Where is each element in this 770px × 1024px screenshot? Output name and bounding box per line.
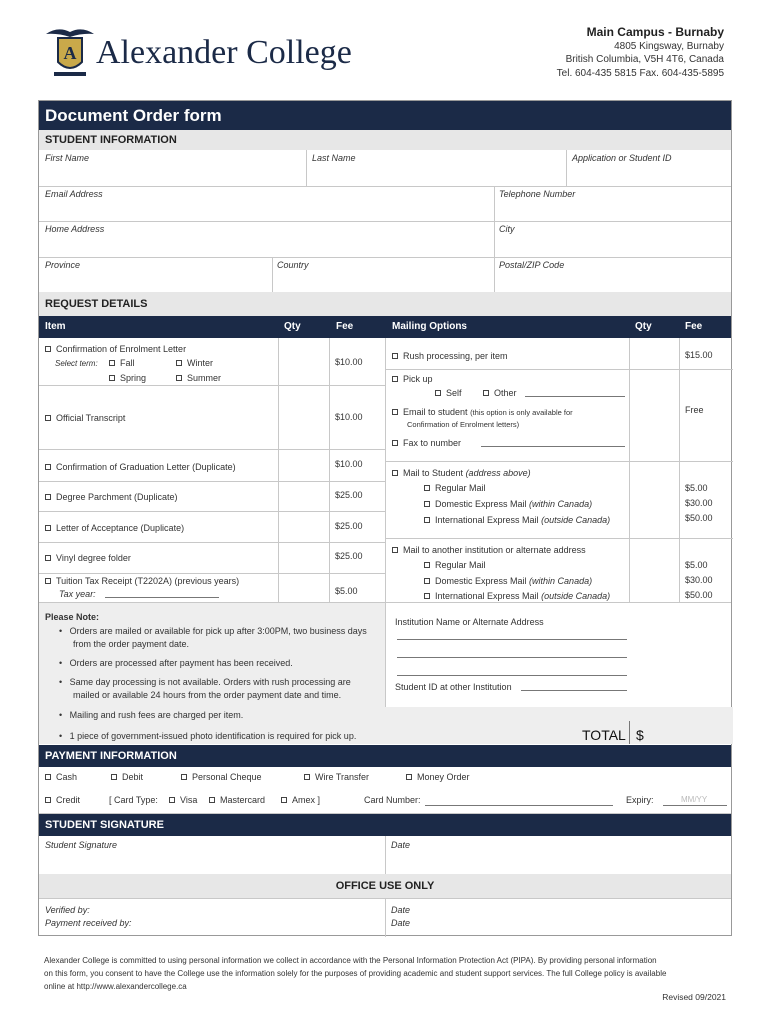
phone-line: Tel. 604-435 5815 Fax. 604-435-5895 <box>556 67 724 79</box>
option-note: (within Canada) <box>529 499 593 509</box>
option-label: Mail to Student <box>403 468 464 478</box>
campus-title: Main Campus - Burnaby <box>586 25 724 39</box>
option-label: Personal Cheque <box>192 772 262 782</box>
term-winter[interactable] <box>176 358 213 368</box>
option-label: Mastercard <box>220 795 266 805</box>
option-label: Domestic Express Mail <box>435 576 527 586</box>
fee: $50.00 <box>685 513 713 523</box>
request-heading: REQUEST DETAILS <box>39 292 731 316</box>
tax-year-label: Tax year: <box>59 589 96 599</box>
card-type-label: [ Card Type: <box>109 795 158 805</box>
logo-text: Alexander College <box>96 34 352 71</box>
date-label: Date <box>391 918 411 928</box>
app-id-label: Application or Student ID <box>572 153 672 163</box>
note-bullet: • Orders are mailed or available for pick up after 3:00PM, two business days <box>59 626 367 636</box>
signature-label: Student Signature <box>45 840 118 850</box>
card-visa[interactable] <box>169 795 197 805</box>
note-bullet: • 1 piece of government-issued photo identification is required for pick up. <box>59 731 357 741</box>
first-name-label: First Name <box>45 153 90 163</box>
regular-mail-2[interactable] <box>424 560 486 570</box>
verified-label: Verified by: <box>45 905 90 915</box>
note-bullet: • Mailing and rush fees are charged per item. <box>59 710 244 720</box>
phone-label: Telephone Number <box>499 189 576 199</box>
mail-student-option[interactable] <box>392 468 531 478</box>
note-bullet: • Same day processing is not available. Orders with rush processing are <box>59 677 351 687</box>
note-text: 1 piece of government-issued photo identification is required for pick up. <box>69 731 357 741</box>
col-qty: Qty <box>284 321 301 332</box>
pay-credit[interactable] <box>45 795 80 805</box>
item-label: Official Transcript <box>56 413 126 423</box>
option-label: International Express Mail <box>435 515 539 525</box>
office-heading: OFFICE USE ONLY <box>39 874 731 898</box>
option-label: Fax to number <box>403 438 462 448</box>
date-label: Date <box>391 905 411 915</box>
option-label: Mail to another institution or alternate address <box>403 545 586 555</box>
total-label: TOTAL <box>582 727 626 743</box>
fee: $30.00 <box>685 498 713 508</box>
campus-address <box>557 26 724 80</box>
note-text: from the order payment date. <box>73 639 190 649</box>
card-number-field[interactable] <box>425 805 613 806</box>
note-text: Orders are processed after payment has been received. <box>69 658 293 668</box>
card-mastercard[interactable] <box>209 795 265 805</box>
note-text: Mailing and rush fees are charged per item. <box>69 710 244 720</box>
option-label: Credit <box>56 795 81 805</box>
email-label: Email Address <box>45 189 103 199</box>
item-acceptance[interactable] <box>45 523 184 533</box>
option-note: (within Canada) <box>529 576 593 586</box>
term-label: Summer <box>187 373 222 383</box>
item-label: Letter of Acceptance (Duplicate) <box>56 523 185 533</box>
expiry-placeholder: MM/YY <box>681 795 708 804</box>
term-label: Spring <box>120 373 147 383</box>
form-title: Document Order form <box>39 101 731 130</box>
institution-label: Institution Name or Alternate Address <box>395 617 544 627</box>
fee: $25.00 <box>335 521 363 531</box>
option-label: Debit <box>122 772 144 782</box>
option-label: Wire Transfer <box>315 772 370 782</box>
request-table-header <box>39 316 731 338</box>
checkbox[interactable] <box>45 346 51 352</box>
option-label: Self <box>446 388 462 398</box>
option-label: Amex ] <box>292 795 321 805</box>
col-qty2: Qty <box>635 321 652 332</box>
option-label: Rush processing, per item <box>403 351 508 361</box>
pickup-option[interactable] <box>392 374 433 384</box>
dollar-sign: $ <box>636 727 644 743</box>
term-label: Fall <box>120 358 135 368</box>
note-text: Orders are mailed or available for pick up after 3:00PM, two business days <box>69 626 367 636</box>
country-label: Country <box>277 260 309 270</box>
item-tax-receipt[interactable] <box>45 576 239 586</box>
fee: $5.00 <box>335 586 358 596</box>
student-info-heading: STUDENT INFORMATION <box>39 130 731 150</box>
option-label: Money Order <box>417 772 470 782</box>
col-fee: Fee <box>336 321 354 332</box>
privacy-statement <box>44 954 734 993</box>
pay-debit[interactable] <box>111 772 143 782</box>
last-name-label: Last Name <box>312 153 356 163</box>
option-note: (outside Canada) <box>541 515 611 525</box>
fee: $15.00 <box>685 350 713 360</box>
option-note: (outside Canada) <box>541 591 611 601</box>
item-label: Confirmation of Graduation Letter (Duplicate) <box>56 462 236 472</box>
item-folder[interactable] <box>45 553 131 563</box>
signature-heading: STUDENT SIGNATURE <box>39 814 731 836</box>
option-note: Confirmation of Enrolment letters) <box>407 420 520 429</box>
option-label: Cash <box>56 772 78 782</box>
option-label: Pick up <box>403 374 433 384</box>
note-title: Please Note: <box>45 612 100 622</box>
payment-heading: PAYMENT INFORMATION <box>39 745 731 767</box>
intl-mail-1[interactable] <box>424 515 610 525</box>
col-mailing: Mailing Options <box>392 321 467 332</box>
pickup-self[interactable] <box>435 388 462 398</box>
fee: $25.00 <box>335 490 363 500</box>
pay-money-order[interactable] <box>406 772 470 782</box>
province-label: Province <box>45 260 81 270</box>
home-address-label: Home Address <box>45 224 105 234</box>
fee: $5.00 <box>685 483 708 493</box>
address-line: 4805 Kingsway, Burnaby <box>614 40 724 52</box>
expiry-label: Expiry: <box>626 795 654 805</box>
fax-option[interactable] <box>392 438 461 448</box>
item-transcript[interactable] <box>45 413 125 423</box>
term-label: Winter <box>187 358 214 368</box>
note-text: Same day processing is not available. Orders with rush processing are <box>69 677 351 687</box>
item-enrolment[interactable] <box>45 344 186 354</box>
pay-wire[interactable] <box>304 772 369 782</box>
student-id-other-label: Student ID at other Institution <box>395 682 512 692</box>
city-label: City <box>499 224 515 234</box>
domestic-mail-2[interactable] <box>424 576 592 586</box>
fee: $10.00 <box>335 459 363 469</box>
fee: $50.00 <box>685 590 713 600</box>
privacy-line: Alexander College is committed to using personal information we collect in accordance with the Personal Information Protection Act (PIPA). By providing personal information <box>44 956 657 965</box>
option-label: Other <box>494 388 517 398</box>
item-graduation[interactable] <box>45 462 236 472</box>
option-label: Visa <box>180 795 198 805</box>
option-label: International Express Mail <box>435 591 539 601</box>
card-amex[interactable] <box>281 795 320 805</box>
option-label: Email to student <box>403 407 468 417</box>
pickup-other[interactable] <box>483 388 517 398</box>
email-option[interactable] <box>392 407 573 417</box>
col-fee2: Fee <box>685 321 703 332</box>
option-label: Domestic Express Mail <box>435 499 527 509</box>
option-note: (this option is only available for <box>470 408 573 417</box>
postal-label: Postal/ZIP Code <box>499 260 565 270</box>
privacy-line: online at http://www.alexandercollege.ca <box>44 982 187 991</box>
college-logo <box>44 24 96 80</box>
term-spring[interactable] <box>109 373 146 383</box>
payment-received-label: Payment received by: <box>45 918 132 928</box>
item-label: Degree Parchment (Duplicate) <box>56 492 178 502</box>
pay-cheque[interactable] <box>181 772 262 782</box>
mail-other-option[interactable] <box>392 545 586 555</box>
card-number-label: Card Number: <box>364 795 421 805</box>
expiry-field[interactable] <box>663 805 727 806</box>
fee: $10.00 <box>335 357 363 367</box>
fee: $5.00 <box>685 560 708 570</box>
item-label: Confirmation of Enrolment Letter <box>56 344 187 354</box>
regular-mail-1[interactable] <box>424 483 486 493</box>
note-text: mailed or available 24 hours from the order payment date and time. <box>73 690 342 700</box>
item-parchment[interactable] <box>45 492 178 502</box>
item-label: Vinyl degree folder <box>56 553 131 563</box>
option-label: Regular Mail <box>435 560 486 570</box>
option-note: (address above) <box>465 468 531 478</box>
intl-mail-2[interactable] <box>424 591 610 601</box>
fee: $30.00 <box>685 575 713 585</box>
term-fall[interactable] <box>109 358 135 368</box>
select-term-label: Select term: <box>55 359 98 368</box>
order-form <box>38 100 732 936</box>
term-summer[interactable] <box>176 373 221 383</box>
item-label: Tuition Tax Receipt (T2202A) (previous years) <box>56 576 240 586</box>
revised-date: Revised 09/2021 <box>662 992 726 1002</box>
fee: $10.00 <box>335 412 363 422</box>
option-label: Regular Mail <box>435 483 486 493</box>
rush-option[interactable] <box>392 351 508 361</box>
svg-text:A: A <box>63 43 77 63</box>
note-bullet: • Orders are processed after payment has been received. <box>59 658 293 668</box>
date-label: Date <box>391 840 411 850</box>
col-item: Item <box>45 321 66 332</box>
fee: Free <box>685 405 704 415</box>
privacy-line: on this form, you consent to have the College use the information solely for the purposes of providing academic and student support services. The full College policy is available <box>44 969 667 978</box>
domestic-mail-1[interactable] <box>424 499 592 509</box>
fee: $25.00 <box>335 551 363 561</box>
address-line: British Columbia, V5H 4T6, Canada <box>565 54 724 65</box>
pay-cash[interactable] <box>45 772 77 782</box>
